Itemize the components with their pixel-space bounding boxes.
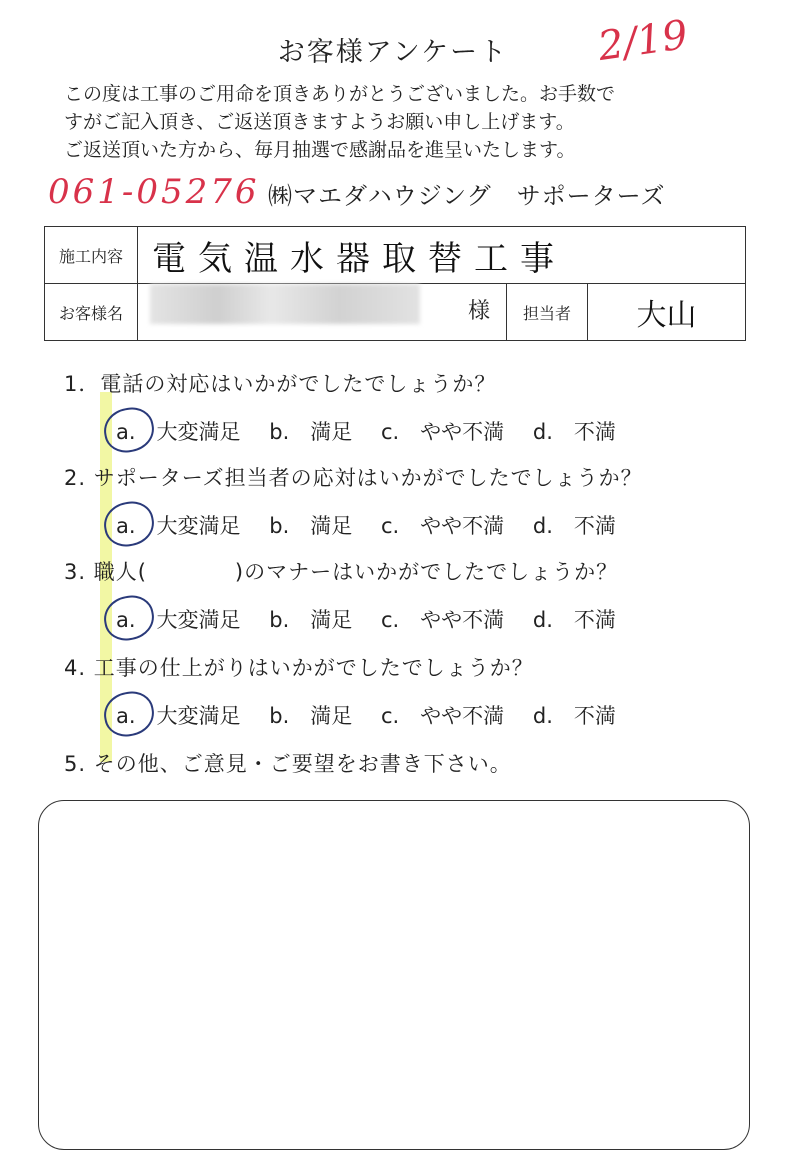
work-label: 施工内容 [45, 227, 138, 284]
option-b[interactable]: b. 満足 [269, 514, 353, 538]
option-d[interactable]: d. 不満 [532, 514, 616, 538]
question-1: 1．電話の対応はいかがでしたでしょうか？ [64, 372, 497, 396]
question-5: 5. その他、ご意見・ご要望をお書き下さい。 [64, 752, 512, 776]
question-3: 3. 職人( )のマナーはいかがでしたでしょうか？ [64, 560, 619, 584]
option-b[interactable]: b. 満足 [269, 608, 353, 632]
option-c[interactable]: c. やや不満 [380, 608, 505, 632]
options-row-3 [116, 604, 638, 634]
customer-name-field[interactable] [138, 284, 507, 341]
customer-number: 061-05276 [48, 172, 260, 212]
option-d[interactable]: d. 不満 [532, 704, 616, 728]
option-d[interactable]: d. 不満 [532, 608, 616, 632]
staff-label: 担当者 [507, 284, 588, 341]
question-4: 4. 工事の仕上がりはいかがでしたでしょうか？ [64, 656, 534, 680]
redacted-name [150, 284, 420, 324]
option-c[interactable]: c. やや不満 [380, 420, 505, 444]
staff-field[interactable]: 大山 [588, 284, 746, 341]
options-row-4 [116, 700, 638, 730]
option-a[interactable]: a. 大変満足 [116, 510, 241, 540]
option-a[interactable]: a. 大変満足 [116, 416, 241, 446]
page-title: お客様アンケート [277, 37, 509, 68]
option-b[interactable]: b. 満足 [269, 420, 353, 444]
company-name: ㈱マエダハウジング サポーターズ [268, 182, 666, 210]
intro-line: この度は工事のご用命を頂きありがとうございました。お手数で [64, 83, 616, 105]
intro-text [64, 80, 615, 164]
option-c[interactable]: c. やや不満 [380, 704, 505, 728]
handwritten-date: 2/19 [595, 11, 691, 71]
options-row-1 [116, 416, 638, 446]
options-row-2 [116, 510, 638, 540]
honorific: 様 [467, 299, 490, 324]
option-c[interactable]: c. やや不満 [380, 514, 505, 538]
question-2: 2. サポーターズ担当者の応対はいかがでしたでしょうか？ [64, 466, 643, 490]
comment-box[interactable] [38, 800, 750, 1150]
work-field[interactable]: 電気温水器取替工事 [138, 227, 746, 284]
intro-line: すがご記入頂き、ご返送頂きますようお願い申し上げます。 [64, 111, 575, 133]
option-b[interactable]: b. 満足 [269, 704, 353, 728]
info-table [44, 226, 746, 341]
option-d[interactable]: d. 不満 [532, 420, 616, 444]
option-a[interactable]: a. 大変満足 [116, 700, 241, 730]
customer-label: お客様名 [45, 284, 138, 341]
option-a[interactable]: a. 大変満足 [116, 604, 241, 634]
intro-line: ご返送頂いた方から、毎月抽選で感謝品を進呈いたします。 [64, 139, 576, 161]
